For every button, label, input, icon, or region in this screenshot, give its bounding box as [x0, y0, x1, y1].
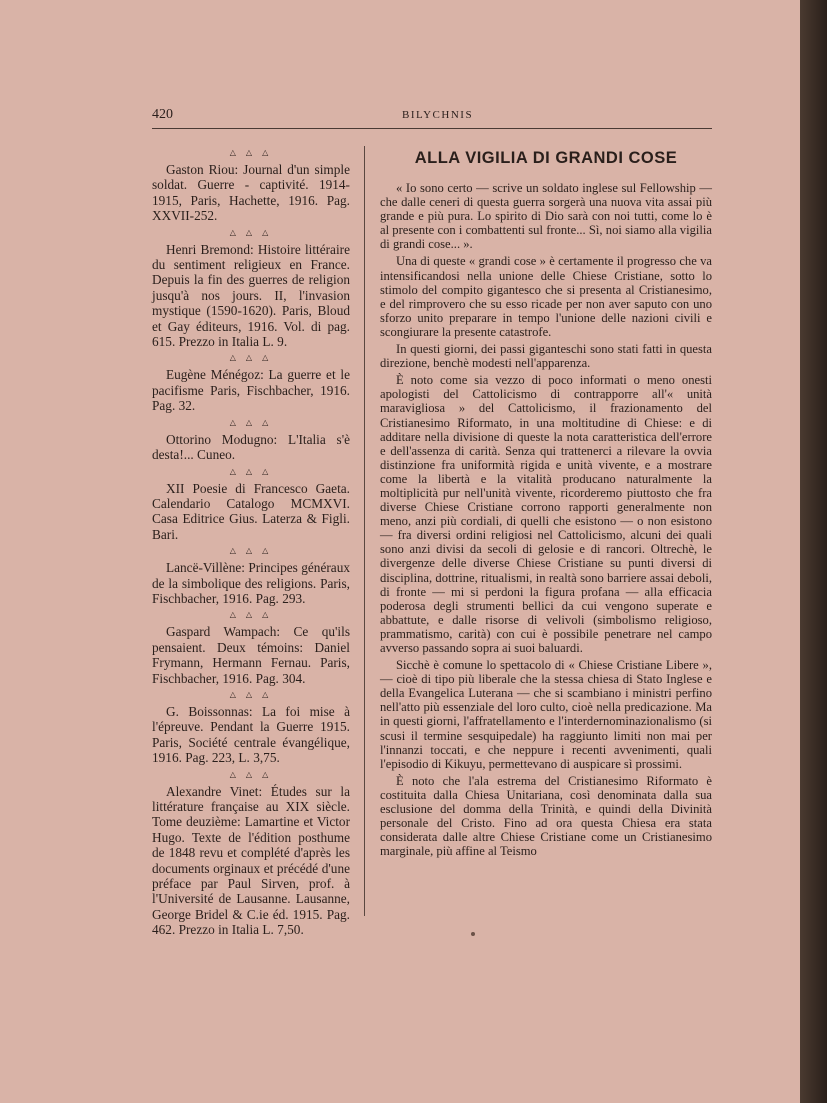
- bibliography-column: [152, 146, 350, 942]
- article-column: [380, 148, 712, 861]
- entry-separator: △ △ △: [229, 417, 273, 427]
- page-speck: [471, 932, 475, 936]
- entry-separator: △ △ △: [229, 353, 273, 363]
- bibliography-entry: XII Poesie di Francesco Gaeta. Calendario Catalogo MCMXVI. Casa Editrice Gius. Laterza & Figli. Bari.: [152, 480, 350, 542]
- bibliography-entry: Henri Bremond: Histoire littéraire du sentiment religieux en France. Depuis la fin des guerres de religion jusqu'à nos jours. II, l'invasion mystique (1590-1620). Paris, Bloud et Gay éditeurs, 1916. Vol. di pag. 615. Prezzo in Italia L. 9.: [152, 241, 350, 350]
- article-paragraph: Sicchè è comune lo spettacolo di « Chiese Cristiane Libere », — cioè di tipo più liberale che la stessa chiesa di Stato Inglese e della Evangelica Luterana — che si scambiano i ministri perfino nell'atto più essenziale del loro culto, cioè nella predicazione. Ma in questi giorni, l'affratellamento e l'interdernominazionalismo (si scusi il termine sesquipedale) ha raggiunto limiti non mai per l'innanzi toccati, e che neppure i recenti avvenimenti, quali l'episodio di Kikuyu, permettevano di auspicare sì prossimi.: [380, 658, 712, 771]
- entry-separator: △ △ △: [229, 769, 273, 779]
- entry-separator: △ △ △: [229, 610, 273, 620]
- bibliography-entry: Ottorino Modugno: L'Italia s'è desta!... Cuneo.: [152, 431, 350, 463]
- article-paragraph: In questi giorni, dei passi giganteschi sono stati fatti in questa direzione, benchè modesti nell'apparenza.: [380, 342, 712, 371]
- article-paragraph: È noto che l'ala estrema del Cristianesimo Riformato è costituita dalla Chiesa Unitariana, così denominata dalla sua esclusione del domma della Trinità, e quindi della Divinità personale del Cristo. Fino ad ora questa Chiesa era stata considerata dalle altre Chiese Cristiane come un Cristianesimo marginale, più affine al Teismo: [380, 773, 712, 859]
- entry-separator: △ △ △: [229, 148, 273, 157]
- entry-separator: △ △ △: [229, 689, 273, 699]
- entry-separator: △ △ △: [229, 227, 273, 237]
- bibliography-entry: Lancë-Villène: Principes généraux de la simbolique des religions. Paris, Fischbacher, 1916. Pag. 293.: [152, 560, 350, 606]
- page-number: 420: [152, 107, 173, 122]
- article-body: [380, 181, 712, 858]
- entry-separator: △ △ △: [229, 546, 273, 556]
- bibliography-entry: G. Boissonnas: La foi mise à l'épreuve. Pendant la Guerre 1915. Paris, Société centrale évangélique, 1916. Pag. 223, L. 3,75.: [152, 703, 350, 766]
- header-rule: [152, 128, 712, 129]
- bibliography-entry: Gaspard Wampach: Ce qu'ils pensaient. Deux témoins: Daniel Frymann, Hermann Fernau. Paris, Fischbacher, 1916. Pag. 304.: [152, 624, 350, 686]
- column-divider: [364, 146, 365, 916]
- entry-separator: △ △ △: [229, 466, 273, 476]
- article-title: ALLA VIGILIA DI GRANDI COSE: [414, 149, 678, 167]
- book-edge: [800, 0, 827, 1103]
- bibliography-entry: Gaston Riou: Journal d'un simple soldat. Guerre - captivité. 1914-1915, Paris, Hachette, 1916. Pag. XXVII-252.: [152, 162, 350, 224]
- article-paragraph: È noto come sia vezzo di poco informati o meno onesti apologisti del Cattolicismo di contrapporre all'« unità maravigliosa » del Cattolicismo, il frazionamento del Cristianesimo Riformato, in una moltitudine di Chiese: e di additare nella divisione di queste la nota caratteristica dell'errore e dell'assenza di carità. Senza qui trattenerci a rilevare la ovvia distinzione fra uniformità rigida e unità vivente, e a mostrare come la libertà e la vitalità producano naturalmente la moltiplicità pur nell'unità vivente, ricorderemo piuttosto che fra diverse Chiese Cristiane corrono rapporti generalmente non meno, anzi più cordiali, di quelli che esistono — o non esistono — fra diversi ordini religiosi nel Cattolicismo, alcuni dei quali sono anzi divisi da secoli di gelosie e di rancori. Oltrechè, le divergenze delle diverse Chiese Cristiane su punti diversi di disciplina, dottrine, ritualismi, in realtà sono barriere assai deboli, di fronte — mi si perdoni la figura profana — alla efficacia poderosa degli strumenti bellici da cui vengono superate e abbattute, e dalle risorse di velivoli (simbolismo religioso, prammatismo, carità) con cui è possibile penetrare nel campo avverso passando sopra ai suoi baluardi.: [380, 373, 712, 655]
- article-paragraph: « Io sono certo — scrive un soldato inglese sul Fellowship — che dalle ceneri di questa guerra sorgerà una nuova vita assai più grande e più pura. Lo spirito di Dio sarà con noi tutti, come lo è al presente con i combattenti sul fronte... Sì, noi siamo alla vigilia di grandi cose... ».: [380, 181, 712, 252]
- bibliography-entry: Alexandre Vinet: Études sur la littérature française au XIX siècle. Tome deuzième: Lamartine et Victor Hugo. Texte de l'édition posthume de 1848 revu et complété d'après les documents orginaux et précédé d'une préface par Paul Sirven, prof. à l'Université de Lausanne. Lausanne, George Bridel & C.ie éd. 1915. Pag. 462. Prezzo in Italia L. 7,50.: [152, 783, 350, 938]
- page-header: [152, 107, 712, 127]
- bibliography-entry: Eugène Ménégoz: La guerre et le pacifisme Paris, Fischbacher, 1916. Pag. 32.: [152, 367, 350, 414]
- article-paragraph: Una di queste « grandi cose » è certamente il progresso che va intensificandosi nella unione delle Chiese Cristiane, sotto lo stimolo del compito gigantesco che si presenta al Cristianesimo, e del rimprovero che su esso ricade per non aver saputo con uno sforzo unito preparare in tempo l'unione delle nazioni civili e scongiurare la presente catastrofe.: [380, 254, 712, 339]
- running-head: BILYCHNIS: [402, 109, 474, 121]
